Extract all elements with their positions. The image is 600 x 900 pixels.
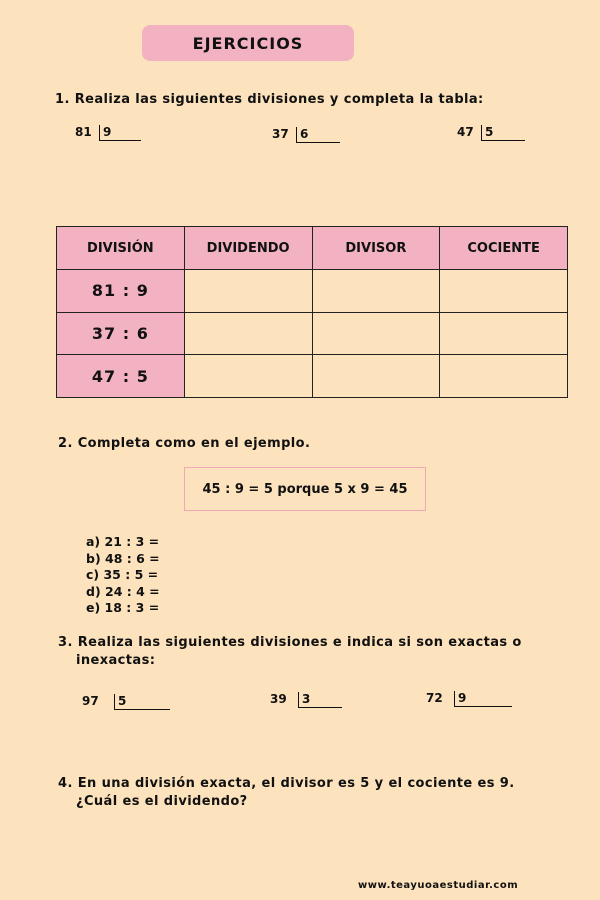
divisor: 9 — [454, 691, 512, 707]
answer-cell[interactable] — [312, 355, 440, 398]
divisor: 9 — [99, 125, 141, 141]
divisor: 6 — [296, 127, 340, 143]
example-text: 45 : 9 = 5 porque 5 x 9 = 45 — [202, 481, 408, 497]
header-cociente: COCIENTE — [440, 227, 568, 270]
divisor: 5 — [114, 694, 170, 710]
divisor: 3 — [298, 692, 342, 708]
q2-items — [86, 534, 160, 617]
table-row-label: 81 : 9 — [57, 270, 185, 313]
list-item: d) 24 : 4 = — [86, 583, 160, 599]
division-table — [56, 226, 568, 398]
dividend: 47 — [457, 125, 474, 139]
answer-cell[interactable] — [440, 355, 568, 398]
question-3-line-1: 3. Realiza las siguientes divisiones e indica si son exactas o — [58, 635, 522, 650]
list-item: b) 48 : 6 = — [86, 550, 160, 566]
answer-cell[interactable] — [312, 270, 440, 313]
dividend: 39 — [270, 692, 287, 706]
dividend: 37 — [272, 127, 289, 141]
divisor: 5 — [481, 125, 525, 141]
table-row-label: 47 : 5 — [57, 355, 185, 398]
answer-cell[interactable] — [440, 270, 568, 313]
list-item: e) 18 : 3 = — [86, 600, 160, 615]
example-box — [184, 467, 426, 511]
worksheet-title: EJERCICIOS — [142, 25, 354, 61]
table-row-label: 37 : 6 — [57, 312, 185, 355]
dividend: 81 — [75, 125, 92, 139]
answer-cell[interactable] — [440, 312, 568, 355]
list-item: c) 35 : 5 = — [86, 567, 159, 582]
dividend: 97 — [82, 694, 99, 708]
question-4-line-2: ¿Cuál es el dividendo? — [76, 794, 248, 809]
header-dividendo: DIVIDENDO — [184, 227, 312, 270]
question-4-line-1: 4. En una división exacta, el divisor es 5 y el cociente es 9. — [58, 776, 515, 791]
header-divisor: DIVISOR — [312, 227, 440, 270]
question-2-text: 2. Completa como en el ejemplo. — [58, 436, 311, 451]
question-1-text: 1. Realiza las siguientes divisiones y completa la tabla: — [55, 92, 484, 107]
answer-cell[interactable] — [184, 312, 312, 355]
footer-url: www.teayuoaestudiar.com — [358, 880, 519, 891]
answer-cell[interactable] — [184, 270, 312, 313]
list-item: a) 21 : 3 = — [86, 534, 160, 549]
header-division: DIVISIÓN — [57, 227, 185, 270]
dividend: 72 — [426, 691, 443, 705]
answer-cell[interactable] — [184, 355, 312, 398]
question-3-line-2: inexactas: — [76, 653, 156, 668]
answer-cell[interactable] — [312, 312, 440, 355]
